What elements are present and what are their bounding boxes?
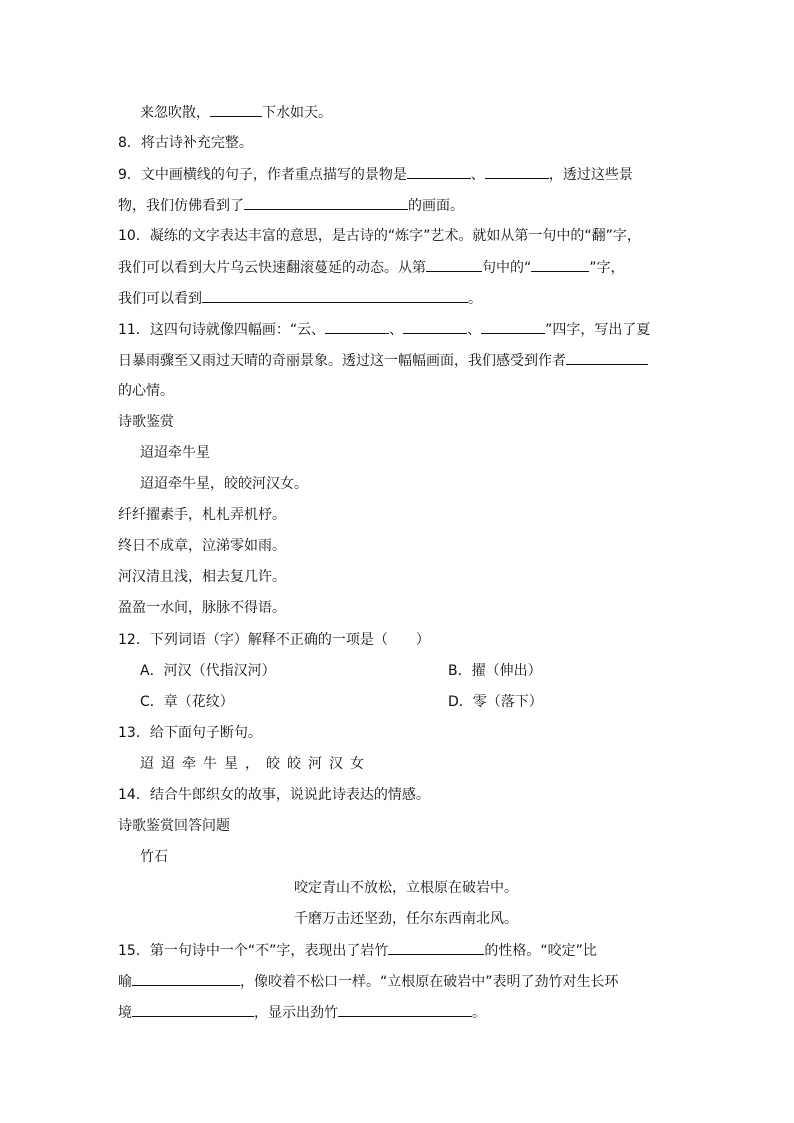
text: 11．这四句诗就像四幅画：“云、	[118, 322, 326, 338]
poem-line: 终日不成章，泣涕零如雨。	[118, 538, 286, 554]
text: ”四字，写出了夏	[545, 322, 651, 338]
poem-title: 竹石	[140, 849, 168, 865]
question-10-line1: 10．凝练的文字表达丰富的意思，是古诗的“炼字”艺术。就如从第一句中的“翻”字，	[118, 228, 641, 244]
question-10-line2	[118, 257, 625, 277]
text: 物，我们仿佛看到了	[118, 198, 244, 214]
text: 的画面。	[408, 198, 464, 214]
answer-blank[interactable]	[244, 195, 408, 210]
poem-line: 纤纤擢素手，札札弄机杼。	[118, 507, 286, 523]
question-11-line1	[118, 319, 650, 339]
answer-blank[interactable]	[407, 164, 471, 179]
q7-tail-line	[140, 102, 332, 122]
text: 、	[389, 322, 404, 338]
text: 、	[467, 322, 482, 338]
question-15-line3	[118, 1002, 486, 1022]
poem-line: 盈盈一水间，脉脉不得语。	[118, 600, 286, 616]
option-d[interactable]: D．零（落下）	[448, 694, 543, 710]
text: ”字，	[589, 260, 625, 276]
poem-line: 河汉清且浅，相去复几许。	[118, 569, 286, 585]
answer-blank[interactable]	[325, 319, 389, 334]
section-heading-poetry-2: 诗歌鉴赏回答问题	[118, 818, 230, 834]
option-c[interactable]: C．章（花纹）	[140, 694, 234, 710]
text: 。	[468, 291, 482, 307]
text: 15．第一句诗中一个“不”字，表现出了岩竹	[118, 943, 389, 959]
answer-blank[interactable]	[210, 102, 262, 117]
text: 喻	[118, 974, 132, 990]
poem-line: 迢迢牵牛星，皎皎河汉女。	[140, 476, 308, 492]
question-14: 14．结合牛郎织女的故事，说说此诗表达的情感。	[118, 787, 430, 803]
punctuation-sentence: 迢迢牵牛星，皎皎河汉女	[140, 756, 371, 772]
answer-blank[interactable]	[132, 971, 240, 986]
option-a[interactable]: A．河汉（代指汉河）	[140, 663, 276, 679]
question-11-line2	[118, 350, 648, 370]
text: 境	[118, 1005, 132, 1021]
text: 我们可以看到大片乌云快速翻滚蔓延的动态。从第	[118, 260, 426, 276]
question-11-line3: 的心情。	[118, 383, 174, 399]
question-15-line2	[118, 971, 619, 991]
answer-blank[interactable]	[202, 288, 468, 303]
question-9-line1	[118, 164, 633, 184]
text: 。	[472, 1005, 486, 1021]
text: ，像咬着不松口一样。“立根原在破岩中”表明了劲竹对生长环	[240, 974, 619, 990]
text: 9．文中画横线的句子，作者重点描写的景物是	[118, 167, 407, 183]
answer-blank[interactable]	[485, 164, 549, 179]
answer-blank[interactable]	[132, 1002, 254, 1017]
text: 的性格。“咬定”比	[484, 943, 597, 959]
text: 下水如天。	[262, 105, 332, 121]
text: 句中的“	[482, 260, 532, 276]
question-10-line3	[118, 288, 482, 308]
text: 来忽吹散，	[140, 105, 210, 121]
answer-blank[interactable]	[338, 1002, 472, 1017]
question-12-stem: 12．下列词语（字）解释不正确的一项是（ ）	[118, 632, 430, 648]
poem-title: 迢迢牵牛星	[140, 445, 210, 461]
answer-blank[interactable]	[531, 257, 589, 272]
text: 日暴雨骤至又雨过天晴的奇丽景象。透过这一幅幅画面，我们感受到作者	[118, 353, 566, 369]
text: ，显示出劲竹	[254, 1005, 338, 1021]
answer-blank[interactable]	[403, 319, 467, 334]
answer-blank[interactable]	[481, 319, 545, 334]
option-b[interactable]: B．擢（伸出）	[448, 663, 542, 679]
answer-blank[interactable]	[426, 257, 482, 272]
question-9-line2	[118, 195, 464, 215]
section-heading-poetry: 诗歌鉴赏	[118, 414, 174, 430]
text: 、	[470, 167, 485, 183]
poem-line: 咬定青山不放松，立根原在破岩中。	[294, 880, 518, 896]
poem-line: 千磨万击还坚劲，任尔东西南北风。	[294, 911, 518, 927]
question-13-stem: 13．给下面句子断句。	[118, 725, 262, 741]
answer-blank[interactable]	[566, 350, 648, 365]
question-8: 8．将古诗补充完整。	[118, 135, 253, 151]
text: 我们可以看到	[118, 291, 202, 307]
text: ，透过这些景	[548, 167, 633, 183]
answer-blank[interactable]	[388, 940, 484, 955]
question-15-line1	[118, 940, 597, 960]
